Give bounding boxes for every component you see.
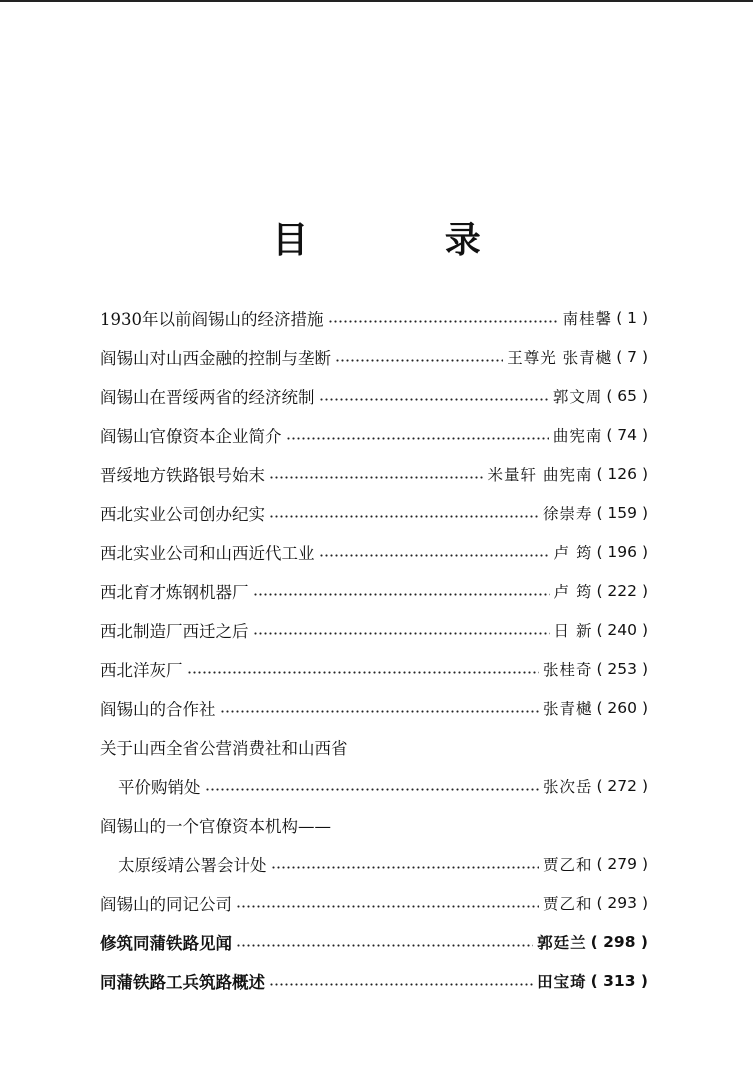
toc-entry-15[interactable] (100, 922, 648, 961)
entry-author: 卢 筠 (553, 543, 593, 562)
dot-leader (335, 359, 503, 362)
toc-entry-10[interactable] (100, 649, 648, 688)
dot-leader (236, 944, 533, 947)
entry-page: ( 253 ) (596, 659, 648, 678)
top-border-line (0, 0, 753, 2)
toc-entry-16[interactable] (100, 961, 648, 1000)
dot-leader (269, 515, 539, 518)
entry-page: ( 159 ) (596, 503, 648, 522)
dot-leader (236, 905, 539, 908)
toc-entry-7[interactable] (100, 532, 648, 571)
entry-title: 同蒲铁路工兵筑路概述 (100, 972, 265, 992)
entry-author: 南桂馨 (562, 309, 613, 328)
entry-page: ( 298 ) (590, 932, 648, 951)
dot-leader (286, 437, 549, 440)
dot-leader (269, 983, 533, 986)
entry-author: 卢 筠 (553, 582, 593, 601)
entry-author: 张青樾 (542, 699, 593, 718)
toc-entry-2[interactable] (100, 337, 648, 376)
entry-page: ( 272 ) (596, 776, 648, 795)
toc-entry-5[interactable] (100, 454, 648, 493)
entry-title: 西北实业公司创办纪实 (100, 504, 265, 524)
entry-title: 修筑同蒲铁路见闻 (100, 933, 232, 953)
entry-title: 平价购销处 (118, 777, 201, 797)
dot-leader (328, 320, 559, 323)
entry-title: 西北洋灰厂 (100, 660, 183, 680)
table-of-contents (100, 298, 648, 1000)
entry-title: 阎锡山对山西金融的控制与垄断 (100, 348, 331, 368)
toc-entry-9[interactable] (100, 610, 648, 649)
entry-title: 1930年以前阎锡山的经济措施 (100, 309, 324, 329)
entry-title: 阎锡山的同记公司 (100, 894, 232, 914)
entry-page: ( 222 ) (596, 581, 648, 600)
entry-page: ( 279 ) (596, 854, 648, 873)
dot-leader (253, 593, 550, 596)
toc-entry-11[interactable] (100, 688, 648, 727)
toc-entry-12-line-2[interactable] (100, 766, 648, 805)
entry-page: ( 313 ) (590, 971, 648, 990)
toc-entry-13-line-1[interactable] (100, 805, 648, 844)
toc-entry-3[interactable] (100, 376, 648, 415)
entry-title: 阎锡山在晋绥两省的经济统制 (100, 387, 315, 407)
entry-title: 西北制造厂西迁之后 (100, 621, 249, 641)
page-title: 目 录 (272, 220, 543, 261)
dot-leader (271, 866, 539, 869)
entry-title: 晋绥地方铁路银号始末 (100, 465, 265, 485)
entry-page: ( 65 ) (606, 386, 648, 405)
entry-author: 郭文周 (552, 387, 603, 406)
entry-author: 日 新 (553, 621, 593, 640)
dot-leader (253, 632, 550, 635)
entry-title: 阎锡山官僚资本企业简介 (100, 426, 282, 446)
entry-author: 郭廷兰 (537, 932, 587, 952)
entry-author: 王尊光 张青樾 (507, 348, 613, 367)
entry-page: ( 1 ) (616, 308, 648, 327)
toc-entry-13-line-2[interactable] (100, 844, 648, 883)
toc-entry-12-line-1[interactable] (100, 727, 648, 766)
dot-leader (319, 398, 549, 401)
entry-page: ( 240 ) (596, 620, 648, 639)
entry-title: 阎锡山的合作社 (100, 699, 216, 719)
toc-entry-8[interactable] (100, 571, 648, 610)
toc-entry-6[interactable] (100, 493, 648, 532)
entry-author: 贾乙和 (542, 894, 593, 913)
entry-title: 西北育才炼钢机器厂 (100, 582, 249, 602)
entry-page: ( 196 ) (596, 542, 648, 561)
dot-leader (319, 554, 550, 557)
entry-title: 太原绥靖公署会计处 (118, 855, 267, 875)
entry-page: ( 293 ) (596, 893, 648, 912)
entry-page: ( 126 ) (596, 464, 648, 483)
toc-entry-14[interactable] (100, 883, 648, 922)
entry-author: 米量轩 曲宪南 (487, 465, 593, 484)
entry-title: 阎锡山的一个官僚资本机构—— (100, 816, 331, 836)
entry-title: 关于山西全省公营消费社和山西省 (100, 738, 348, 758)
entry-page: ( 74 ) (606, 425, 648, 444)
toc-entry-4[interactable] (100, 415, 648, 454)
entry-title: 西北实业公司和山西近代工业 (100, 543, 315, 563)
entry-author: 徐崇寿 (542, 504, 593, 523)
entry-author: 张次岳 (542, 777, 593, 796)
dot-leader (220, 710, 539, 713)
entry-author: 曲宪南 (552, 426, 603, 445)
dot-leader (205, 788, 539, 791)
entry-page: ( 260 ) (596, 698, 648, 717)
dot-leader (187, 671, 539, 674)
entry-page: ( 7 ) (616, 347, 648, 366)
entry-author: 田宝琦 (537, 971, 587, 991)
entry-author: 贾乙和 (542, 855, 593, 874)
entry-author: 张桂奇 (542, 660, 593, 679)
toc-entry-1[interactable] (100, 298, 648, 337)
dot-leader (269, 476, 484, 479)
